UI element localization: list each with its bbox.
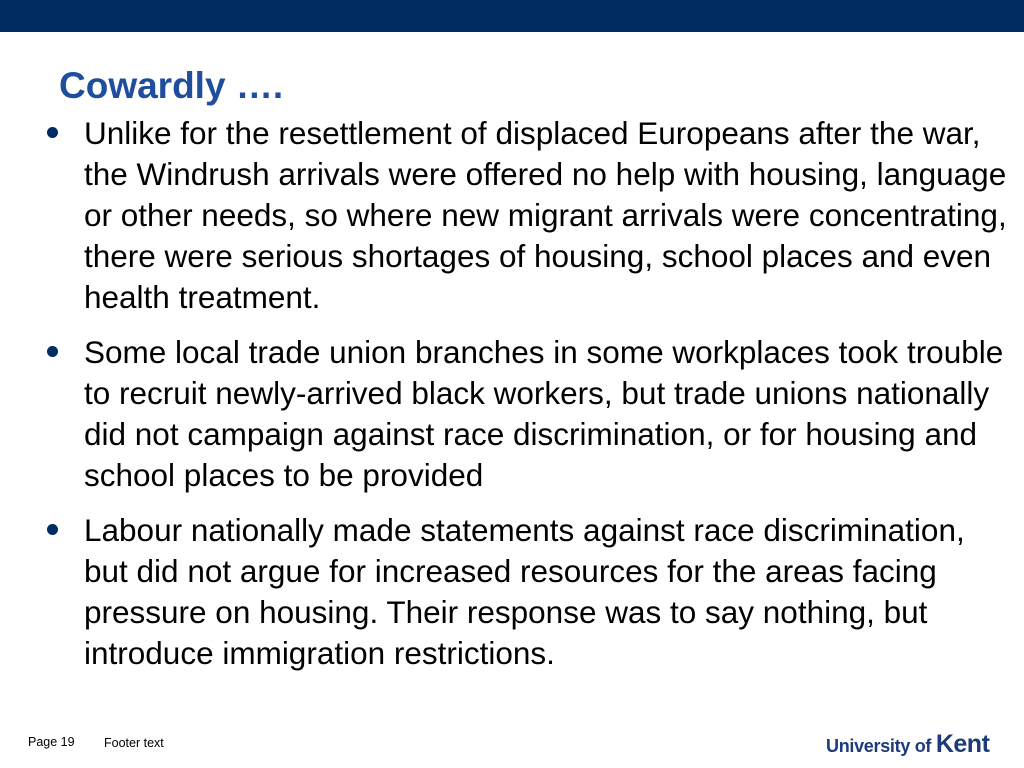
slide-title: Cowardly …. (59, 65, 284, 106)
bullet-dot-icon (47, 524, 58, 535)
university-logo (826, 730, 989, 762)
bullet-text: Unlike for the resettlement of displaced Europeans after the war, the Windrush arrivals were offered no help with housing, language or other needs, so where new migrant arrivals were concentrating, there were serious shortages of housing, school places and even health treatment. (84, 115, 1007, 315)
bullet-dot-icon (47, 127, 58, 138)
logo-name: Kent (935, 730, 990, 758)
bullet-item (0, 332, 1010, 496)
footer-text: Footer text (104, 736, 164, 750)
header-bar (0, 0, 1024, 32)
page-number: Page 19 (28, 735, 75, 749)
logo-prefix: University of (826, 736, 936, 756)
bullet-text: Labour nationally made statements against race discrimination, but did not argue for increased resources for the areas facing pressure on housing. Their response was to say nothing, but introduce immigration restrictions. (84, 512, 965, 671)
bullet-list (0, 113, 1010, 688)
bullet-item (0, 113, 1010, 318)
bullet-dot-icon (47, 346, 58, 357)
bullet-item (0, 510, 1010, 674)
bullet-text: Some local trade union branches in some workplaces took trouble to recruit newly-arrived black workers, but trade unions nationally did not campaign against race discrimination, or for housing and school places to be provided (84, 334, 1004, 493)
